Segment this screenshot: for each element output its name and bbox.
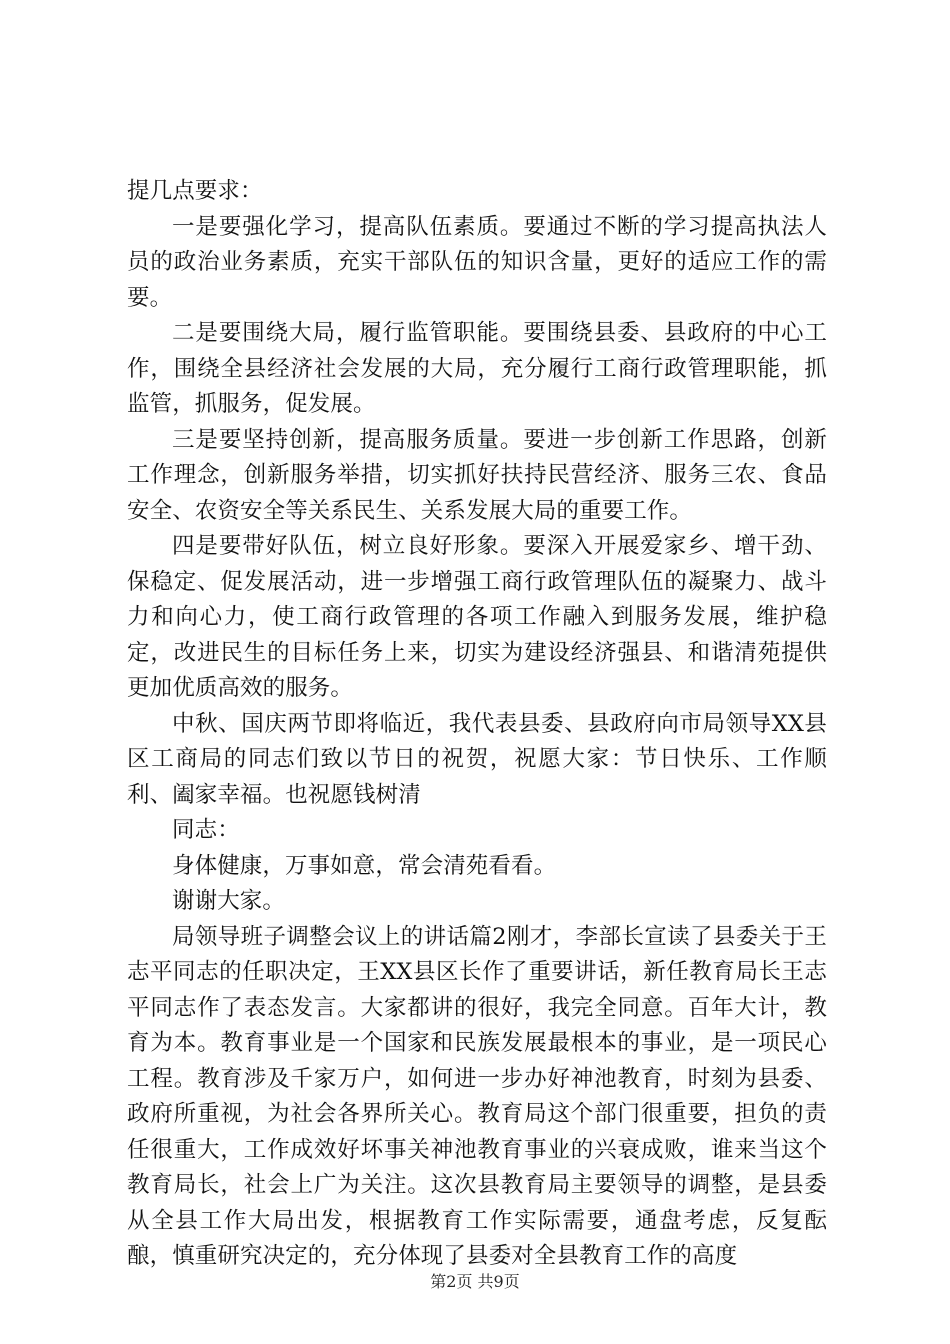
- page-number-footer: 第2页 共9页: [430, 1272, 520, 1291]
- paragraph-thanks: 谢谢大家。: [172, 888, 286, 914]
- paragraph-requirement-3: 三是要坚持创新，提高服务质量。要进一步创新工作思路，创新工作理念，创新服务举措，切实抓好扶持民营经济、服务三农、食品安全、农资安全等关系民生、关系发展大局的重要工作。: [127, 426, 827, 524]
- paragraph-comrade: 同志：: [172, 817, 240, 843]
- paragraph-wishes: 身体健康，万事如意，常会清苑看看。: [172, 852, 557, 879]
- paragraph-requirement-1: 一是要强化学习，提高队伍素质。要通过不断的学习提高执法人员的政治业务素质，充实干部队伍的知识含量，更好的适应工作的需要。: [127, 213, 827, 311]
- paragraph-intro: 提几点要求：: [127, 178, 263, 204]
- paragraph-festival-greeting: 中秋、国庆两节即将临近，我代表县委、县政府向市局领导XX县区工商局的同志们致以节日的祝贺，祝愿大家：节日快乐、工作顺利、阖家幸福。也祝愿钱树清: [127, 710, 827, 808]
- paragraph-speech-2: 局领导班子调整会议上的讲话篇2刚才，李部长宣读了县委关于王志平同志的任职决定，王XX县区长作了重要讲话，新任教育局长王志平同志作了表态发言。大家都讲的很好，我完全同意。百年大计，教育为本。教育事业是一个国家和民族发展最根本的事业，是一项民心工程。教育涉及千家万户，如何进一步办好神池教育，时刻为县委、政府所重视，为社会各界所关心。教育局这个部门很重要，担负的责任很重大，工作成效好坏事关神池教育事业的兴衰成败，谁来当这个教育局长，社会上广为关注。这次县教育局主要领导的调整，是县委从全县工作大局出发，根据教育工作实际需要，通盘考虑，反复酝酿，慎重研究决定的，充分体现了县委对全县教育工作的高度: [127, 923, 827, 1269]
- paragraph-requirement-4: 四是要带好队伍，树立良好形象。要深入开展爱家乡、增干劲、保稳定、促发展活动，进一步增强工商行政管理队伍的凝聚力、战斗力和向心力，使工商行政管理的各项工作融入到服务发展，维护稳定，改进民生的目标任务上来，切实为建设经济强县、和谐清苑提供更加优质高效的服务。: [127, 533, 827, 701]
- paragraph-requirement-2: 二是要围绕大局，履行监管职能。要围绕县委、县政府的中心工作，围绕全县经济社会发展的大局，充分履行工商行政管理职能，抓监管，抓服务，促发展。: [127, 320, 827, 417]
- document-body: [127, 174, 827, 1275]
